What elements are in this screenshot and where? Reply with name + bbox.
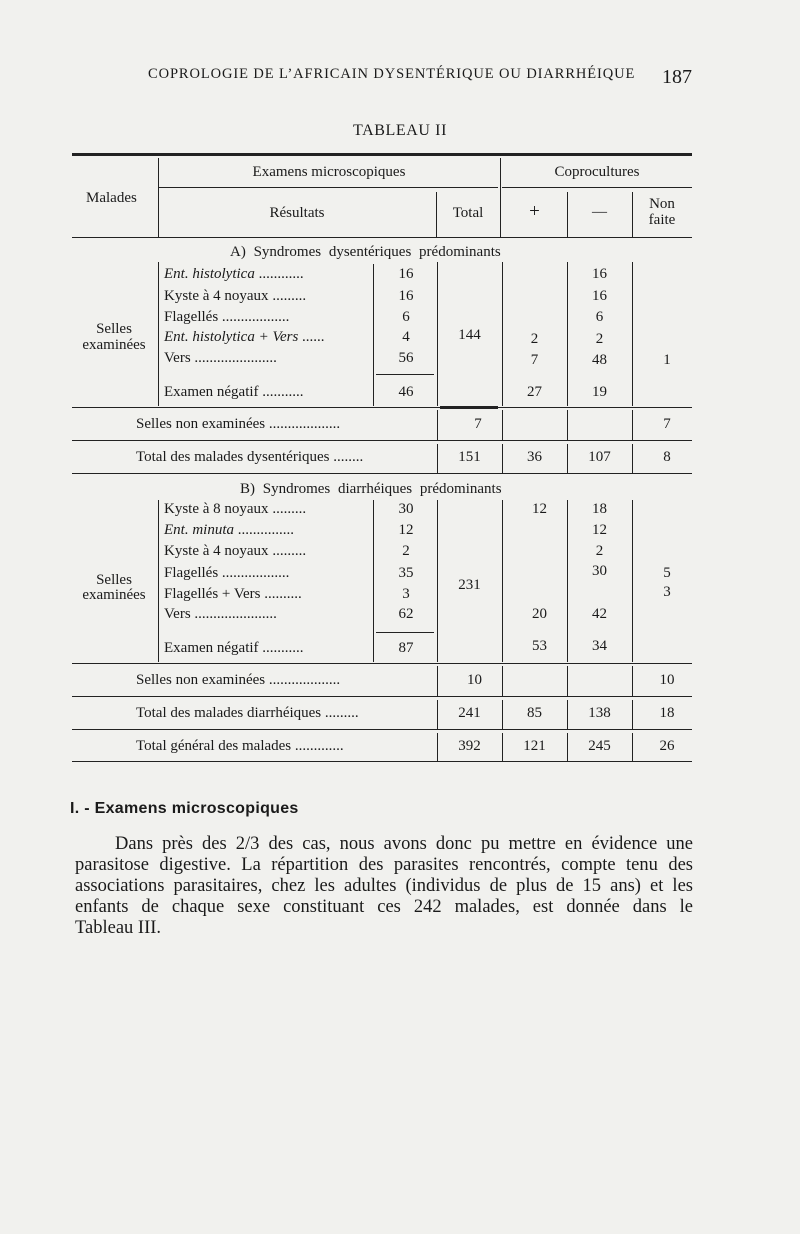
table-bottom-rule	[72, 761, 692, 762]
row-minus: 2	[595, 331, 604, 347]
row-value: 30	[398, 501, 414, 517]
grand-total-row	[136, 738, 344, 755]
row-value: 6	[402, 309, 410, 325]
row-dots: ...............	[237, 522, 294, 538]
row-label: Vers	[164, 350, 191, 366]
grand-total-total: 392	[458, 738, 481, 754]
row-dots: ..........	[264, 586, 302, 602]
row-value: 3	[402, 586, 410, 602]
section-b-title: B) Syndromes diarrhéiques prédominants	[240, 481, 502, 497]
row-minus: 16	[592, 266, 607, 282]
row-nonfaite: 1	[663, 352, 671, 368]
row-dots: ...................	[268, 416, 341, 432]
row-label: Ent. minuta	[164, 522, 234, 538]
section-a-label-divider	[158, 262, 159, 406]
section-b-subtotal-rule	[376, 632, 434, 633]
row-dots: ..................	[221, 309, 290, 325]
row-label: Flagellés	[164, 565, 219, 581]
grand-total-minus: 245	[588, 738, 611, 754]
row-dots: ......................	[194, 350, 277, 366]
section-a-value-divider	[373, 264, 374, 406]
paragraph-line: Tableau III.	[75, 918, 162, 938]
section-a-group-label-1: Selles	[96, 321, 132, 337]
section-b-nonexam-nf: 10	[659, 672, 675, 688]
row-dots: .........	[272, 288, 307, 304]
section-a-total-row	[136, 449, 363, 466]
row-minus: 42	[592, 606, 607, 622]
section-b-total-total: 241	[458, 705, 481, 721]
section-a-subtotal-rule	[376, 374, 434, 375]
row-plus: 7	[530, 352, 539, 368]
row-dots: .........	[324, 705, 359, 721]
row-minus: 12	[592, 522, 607, 538]
section-a-nonexam-nf: 7	[663, 416, 671, 432]
section-a-nonexam-row	[136, 416, 340, 433]
section-a-bottom-rule	[72, 473, 692, 474]
row-nonfaite: 5	[663, 565, 671, 581]
row-label: Total des malades diarrhéiques	[136, 705, 322, 721]
row-label: Total des malades dysentériques	[136, 449, 330, 465]
section-a-nf-divider	[632, 262, 633, 406]
row-value: 12	[398, 522, 414, 538]
row-plus: 20	[532, 606, 547, 622]
row-label: Kyste à 4 noyaux	[164, 288, 269, 304]
section-b-label-divider	[158, 500, 159, 662]
row-value: 87	[398, 640, 414, 656]
section-a-total-rule	[440, 406, 498, 409]
section-b-total-nf: 18	[659, 705, 675, 721]
row-value: 4	[402, 329, 410, 345]
header-bottom-rule	[72, 237, 692, 238]
row-value: 62	[398, 606, 414, 622]
row-dots: ........	[333, 449, 364, 465]
row-value: 16	[398, 266, 414, 282]
row-value: 46	[398, 384, 414, 400]
paragraph-line: Dans près des 2/3 des cas, nous avons donc pu mettre en évidence une	[115, 834, 693, 854]
row-plus: 27	[527, 384, 542, 400]
row-label: Examen négatif	[164, 640, 259, 656]
section-b-nonexam-rule	[72, 696, 692, 697]
section-b-group-label-1: Selles	[96, 572, 132, 588]
row-minus: 18	[592, 501, 607, 517]
col-nonfaite-2: faite	[648, 212, 676, 228]
row-minus: 19	[592, 384, 607, 400]
col-total: Total	[452, 205, 484, 221]
section-b-total-rule	[72, 729, 692, 730]
running-title: COPROLOGIE DE L’AFRICAIN DYSENTÉRIQUE OU DIARRHÉIQUE	[148, 66, 636, 82]
col-malades: Malades	[86, 190, 137, 206]
row-nonfaite: 3	[663, 584, 671, 600]
section-a-nonexam-total: 7	[474, 416, 482, 432]
row-minus: 16	[592, 288, 607, 304]
row-minus: 2	[595, 543, 604, 559]
paragraph-line: associations parasitaires, chez les adultes (individus de plus de 15 ans) et les	[75, 876, 693, 896]
copro-header-rule	[502, 187, 692, 188]
row-label: Kyste à 4 noyaux	[164, 543, 269, 559]
section-b-nonexam-row	[136, 672, 340, 689]
table-title: TABLEAU II	[352, 122, 448, 139]
row-minus: 6	[595, 309, 604, 325]
row-label: Vers	[164, 606, 191, 622]
section-a-title: A) Syndromes dysentériques prédominants	[230, 244, 501, 260]
row-value: 2	[402, 543, 410, 559]
row-label: Ent. histolytica	[164, 266, 255, 282]
exam-header-rule	[158, 187, 498, 188]
row-label: Kyste à 8 noyaux	[164, 501, 269, 517]
row-dots: ......	[302, 329, 325, 345]
section-b-total-row	[136, 705, 359, 722]
row-label: Ent. histolytica + Vers	[164, 329, 299, 345]
row-label: Total général des malades	[136, 738, 292, 754]
row-dots: ...................	[268, 672, 341, 688]
section-b-nonexam-div3	[567, 666, 568, 696]
row-value: 35	[398, 565, 414, 581]
section-a-exam-bottom-rule	[72, 407, 692, 408]
row-dots: ............	[258, 266, 304, 282]
row-plus: 53	[532, 638, 547, 654]
col-minus: —	[592, 204, 607, 220]
row-dots: ..................	[221, 565, 290, 581]
row-dots: ...........	[262, 384, 304, 400]
section-b-total-minus: 138	[588, 705, 611, 721]
paragraph-line: parasitose digestive. La répartition des parasites rencontrés, compte tenu des	[75, 855, 693, 875]
row-dots: .............	[294, 738, 344, 754]
row-label: Selles non examinées	[136, 672, 266, 688]
row-label: Selles non examinées	[136, 416, 266, 432]
col-resultats: Résultats	[269, 205, 325, 221]
section-b-value-divider	[373, 500, 374, 662]
row-dots: .........	[272, 543, 307, 559]
page-number: 187	[662, 66, 692, 88]
row-value: 56	[398, 350, 414, 366]
section-b-nonexam-total: 10	[467, 672, 482, 688]
section-a-group-total: 144	[458, 327, 481, 343]
col-nonfaite-1: Non	[649, 196, 675, 212]
section-a-group-label-2: examinées	[82, 337, 146, 353]
row-dots: ......................	[194, 606, 277, 622]
section-heading: I. - Examens microscopiques	[70, 800, 299, 817]
table-top-rule	[72, 153, 692, 156]
row-dots: ...........	[262, 640, 304, 656]
section-a-nonexam-rule	[72, 440, 692, 441]
section-b-group-label-2: examinées	[82, 587, 146, 603]
col-copro: Coprocultures	[554, 164, 640, 180]
body-paragraph	[75, 834, 693, 939]
row-value: 16	[398, 288, 414, 304]
section-b-total-plus: 85	[527, 705, 542, 721]
paragraph-line: enfants de chaque sexe constituant ces 242 malades, est donnée dans le	[75, 897, 693, 917]
col-plus: +	[529, 201, 540, 222]
grand-total-plus: 121	[523, 738, 546, 754]
section-a-total-total: 151	[458, 449, 481, 465]
section-b-exam-bottom-rule	[72, 663, 692, 664]
grand-total-nf: 26	[659, 738, 675, 754]
section-b-group-total: 231	[458, 577, 481, 593]
section-a-total-minus: 107	[588, 449, 611, 465]
row-label: Flagellés + Vers	[164, 586, 261, 602]
section-a-total-plus: 36	[527, 449, 542, 465]
row-minus: 34	[592, 638, 607, 654]
row-minus: 30	[592, 563, 607, 579]
row-plus: 12	[532, 501, 547, 517]
col-exam: Examens microscopiques	[252, 164, 406, 180]
row-plus: 2	[530, 331, 539, 347]
header-divider-exam	[500, 158, 501, 237]
row-label: Flagellés	[164, 309, 219, 325]
section-a-nonexam-div3	[567, 410, 568, 440]
row-label: Examen négatif	[164, 384, 259, 400]
section-a-total-nf: 8	[663, 449, 671, 465]
row-dots: .........	[272, 501, 307, 517]
row-minus: 48	[592, 352, 607, 368]
